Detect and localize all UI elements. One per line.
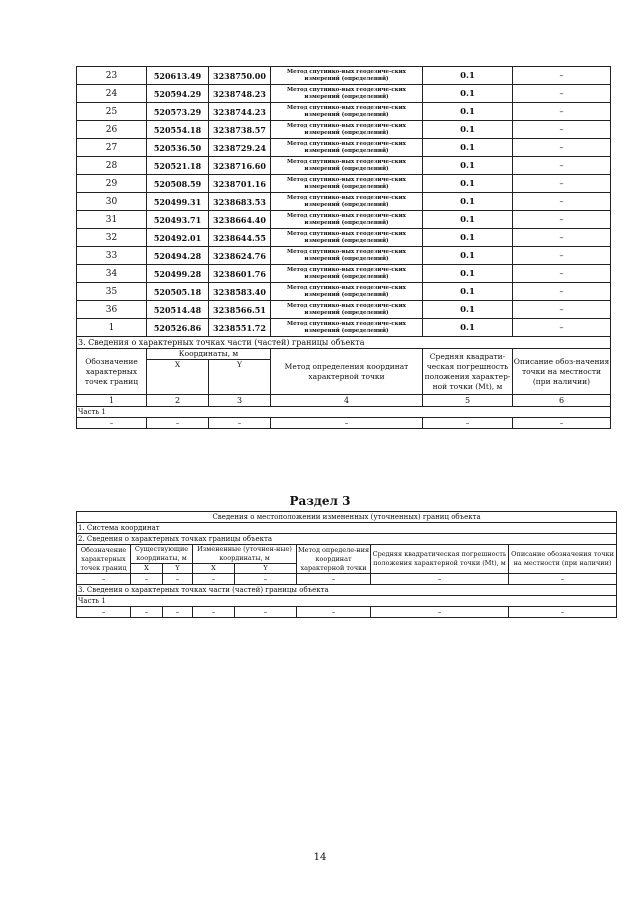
coord-x: 520494.28 — [147, 247, 209, 265]
dash-cell: – — [271, 418, 423, 429]
point-number: 36 — [77, 301, 147, 319]
point-number: 32 — [77, 229, 147, 247]
method-line: Метод спутнико-вых геодезиче-ских — [287, 194, 406, 201]
method-line: Метод спутнико-вых геодезиче-ских — [287, 176, 406, 183]
description-cell: – — [513, 229, 611, 247]
method-cell — [271, 157, 423, 175]
header-y-changed: Y — [235, 564, 297, 574]
part-label: Часть 1 — [77, 407, 611, 418]
method-line: Метод спутнико-вых геодезиче-ских — [287, 230, 406, 237]
accuracy-cell: 0.1 — [423, 211, 513, 229]
description-cell: – — [513, 175, 611, 193]
header-accuracy: Средняя квадратическая погрешность положения характерной точки (Mt), м — [371, 545, 509, 574]
coord-x: 520573.29 — [147, 103, 209, 121]
coord-y: 3238750.00 — [209, 67, 271, 85]
header-description: Описание обозначения точки на местности (при наличии) — [509, 545, 617, 574]
table-title: Сведения о местоположении измененных (уточненных) границ объекта — [77, 512, 617, 523]
changed-boundaries-table — [76, 511, 617, 618]
page-number: 14 — [313, 852, 327, 863]
method-cell — [271, 265, 423, 283]
coord-y: 3238566.51 — [209, 301, 271, 319]
method-line: Метод спутнико-вых геодезиче-ских — [287, 140, 406, 147]
method-line: измерений (определений) — [304, 327, 389, 334]
coord-y: 3238744.23 — [209, 103, 271, 121]
table-row — [77, 103, 611, 121]
method-cell — [271, 103, 423, 121]
column-index: 5 — [423, 395, 513, 407]
dash-cell: – — [235, 574, 297, 585]
description-cell: – — [513, 283, 611, 301]
method-line: Метод спутнико-вых геодезиче-ских — [287, 266, 406, 273]
header-y-existing: Y — [163, 564, 193, 574]
table-row — [77, 211, 611, 229]
description-cell: – — [513, 211, 611, 229]
method-line: измерений (определений) — [304, 201, 389, 208]
table-title-row — [77, 512, 617, 523]
dash-cell: – — [163, 607, 193, 618]
point-number: 34 — [77, 265, 147, 283]
dash-row — [77, 607, 617, 618]
description-cell: – — [513, 157, 611, 175]
dash-cell: – — [77, 418, 147, 429]
points-table — [76, 66, 611, 429]
coord-y: 3238701.16 — [209, 175, 271, 193]
point-number: 24 — [77, 85, 147, 103]
dash-cell: – — [297, 574, 371, 585]
dash-cell: – — [193, 574, 235, 585]
section3-title: 3. Сведения о характерных точках части (частей) границы объекта — [77, 337, 611, 349]
method-line: измерений (определений) — [304, 129, 389, 136]
coord-x: 520499.31 — [147, 193, 209, 211]
part-label: Часть 1 — [77, 596, 617, 607]
column-index: 3 — [209, 395, 271, 407]
method-cell — [271, 175, 423, 193]
method-line: измерений (определений) — [304, 255, 389, 262]
dash-row — [77, 418, 611, 429]
point-number: 28 — [77, 157, 147, 175]
dash-cell: – — [235, 607, 297, 618]
point-number: 26 — [77, 121, 147, 139]
table-row — [77, 247, 611, 265]
point-number: 30 — [77, 193, 147, 211]
header-point-designation: Обозначение характерных точек границ — [77, 545, 131, 574]
method-cell — [271, 85, 423, 103]
section3-row — [77, 585, 617, 596]
section2-row — [77, 534, 617, 545]
dash-cell: – — [147, 418, 209, 429]
coord-x: 520514.48 — [147, 301, 209, 319]
header-accuracy: Средняя квадрати-ческая погрешность положения характер-ной точки (Mt), м — [423, 349, 513, 395]
method-cell — [271, 193, 423, 211]
column-index: 1 — [77, 395, 147, 407]
description-cell: – — [513, 121, 611, 139]
header-description: Описание обоз-начения точки на местности (при наличии) — [513, 349, 611, 395]
dash-cell: – — [77, 607, 131, 618]
method-line: Метод спутнико-вых геодезиче-ских — [287, 68, 406, 75]
table-row — [77, 157, 611, 175]
table-row — [77, 175, 611, 193]
point-number: 35 — [77, 283, 147, 301]
description-cell: – — [513, 139, 611, 157]
section3-title: 3. Сведения о характерных точках части (частей) границы объекта — [77, 585, 617, 596]
method-line: Метод спутнико-вых геодезиче-ских — [287, 320, 406, 327]
header-method: Метод определения координат характерной точки — [271, 349, 423, 395]
method-line: измерений (определений) — [304, 291, 389, 298]
method-line: измерений (определений) — [304, 309, 389, 316]
coord-x: 520521.18 — [147, 157, 209, 175]
dash-row — [77, 574, 617, 585]
dash-cell: – — [209, 418, 271, 429]
accuracy-cell: 0.1 — [423, 301, 513, 319]
table-row — [77, 193, 611, 211]
part-row — [77, 407, 611, 418]
description-cell: – — [513, 103, 611, 121]
table-row — [77, 301, 611, 319]
coord-y: 3238644.55 — [209, 229, 271, 247]
method-line: Метод спутнико-вых геодезиче-ских — [287, 158, 406, 165]
method-line: измерений (определений) — [304, 183, 389, 190]
section-heading: Раздел 3 — [289, 494, 351, 508]
header-point-designation: Обозначение характерных точек границ — [77, 349, 147, 395]
method-line: измерений (определений) — [304, 219, 389, 226]
method-line: Метод спутнико-вых геодезиче-ских — [287, 212, 406, 219]
point-number: 23 — [77, 67, 147, 85]
description-cell: – — [513, 301, 611, 319]
description-cell: – — [513, 85, 611, 103]
method-line: измерений (определений) — [304, 273, 389, 280]
method-line: измерений (определений) — [304, 237, 389, 244]
coord-y: 3238601.76 — [209, 265, 271, 283]
method-line: измерений (определений) — [304, 93, 389, 100]
table-row — [77, 319, 611, 337]
dash-cell: – — [77, 574, 131, 585]
accuracy-cell: 0.1 — [423, 139, 513, 157]
table-row — [77, 67, 611, 85]
coord-x: 520613.49 — [147, 67, 209, 85]
accuracy-cell: 0.1 — [423, 283, 513, 301]
accuracy-cell: 0.1 — [423, 193, 513, 211]
point-number: 33 — [77, 247, 147, 265]
coord-y: 3238729.24 — [209, 139, 271, 157]
accuracy-cell: 0.1 — [423, 121, 513, 139]
dash-cell: – — [371, 574, 509, 585]
header-coordinates: Координаты, м — [147, 349, 271, 360]
section3-header-row — [77, 349, 611, 360]
method-line: Метод спутнико-вых геодезиче-ских — [287, 284, 406, 291]
column-index: 2 — [147, 395, 209, 407]
coord-y: 3238583.40 — [209, 283, 271, 301]
method-line: измерений (определений) — [304, 75, 389, 82]
dash-cell: – — [509, 607, 617, 618]
coordinate-system-label: 1. Система координат — [77, 523, 617, 534]
dash-cell: – — [513, 418, 611, 429]
method-line: Метод спутнико-вых геодезиче-ских — [287, 122, 406, 129]
accuracy-cell: 0.1 — [423, 265, 513, 283]
dash-cell: – — [193, 607, 235, 618]
table-row — [77, 229, 611, 247]
point-number: 25 — [77, 103, 147, 121]
table2-header-row — [77, 545, 617, 564]
part-row — [77, 596, 617, 607]
dash-cell: – — [131, 607, 163, 618]
coord-y: 3238683.53 — [209, 193, 271, 211]
coord-x: 520554.18 — [147, 121, 209, 139]
coordinate-system-row — [77, 523, 617, 534]
table-row — [77, 85, 611, 103]
coord-x: 520493.71 — [147, 211, 209, 229]
method-line: измерений (определений) — [304, 111, 389, 118]
description-cell: – — [513, 193, 611, 211]
point-number: 1 — [77, 319, 147, 337]
point-number: 29 — [77, 175, 147, 193]
method-line: Метод спутнико-вых геодезиче-ских — [287, 104, 406, 111]
coord-x: 520526.86 — [147, 319, 209, 337]
method-cell — [271, 229, 423, 247]
accuracy-cell: 0.1 — [423, 247, 513, 265]
column-index-row — [77, 395, 611, 407]
method-cell — [271, 247, 423, 265]
coord-y: 3238624.76 — [209, 247, 271, 265]
coord-x: 520508.59 — [147, 175, 209, 193]
section2-title: 2. Сведения о характерных точках границы объекта — [77, 534, 617, 545]
header-y: Y — [209, 360, 271, 395]
dash-cell: – — [131, 574, 163, 585]
coord-x: 520505.18 — [147, 283, 209, 301]
coord-y: 3238716.60 — [209, 157, 271, 175]
coord-y: 3238551.72 — [209, 319, 271, 337]
dash-cell: – — [423, 418, 513, 429]
description-cell: – — [513, 247, 611, 265]
accuracy-cell: 0.1 — [423, 229, 513, 247]
method-line: Метод спутнико-вых геодезиче-ских — [287, 248, 406, 255]
method-line: Метод спутнико-вых геодезиче-ских — [287, 302, 406, 309]
column-index: 6 — [513, 395, 611, 407]
table-row — [77, 139, 611, 157]
description-cell: – — [513, 265, 611, 283]
table-row — [77, 283, 611, 301]
method-cell — [271, 283, 423, 301]
header-x-changed: X — [193, 564, 235, 574]
dash-cell: – — [371, 607, 509, 618]
method-cell — [271, 67, 423, 85]
method-line: Метод спутнико-вых геодезиче-ских — [287, 86, 406, 93]
accuracy-cell: 0.1 — [423, 103, 513, 121]
table-row — [77, 121, 611, 139]
method-cell — [271, 319, 423, 337]
coord-y: 3238748.23 — [209, 85, 271, 103]
accuracy-cell: 0.1 — [423, 175, 513, 193]
accuracy-cell: 0.1 — [423, 85, 513, 103]
header-x: X — [147, 360, 209, 395]
point-number: 27 — [77, 139, 147, 157]
table-row — [77, 265, 611, 283]
description-cell: – — [513, 67, 611, 85]
accuracy-cell: 0.1 — [423, 67, 513, 85]
coord-x: 520492.01 — [147, 229, 209, 247]
method-line: измерений (определений) — [304, 165, 389, 172]
coord-x: 520536.50 — [147, 139, 209, 157]
coord-x: 520499.28 — [147, 265, 209, 283]
header-changed-coordinates: Измененные (уточнен-ные) координаты, м — [193, 545, 297, 564]
header-existing-coordinates: Существующие координаты, м — [131, 545, 193, 564]
point-number: 31 — [77, 211, 147, 229]
coord-y: 3238664.40 — [209, 211, 271, 229]
description-cell: – — [513, 319, 611, 337]
dash-cell: – — [297, 607, 371, 618]
coord-x: 520594.29 — [147, 85, 209, 103]
method-line: измерений (определений) — [304, 147, 389, 154]
accuracy-cell: 0.1 — [423, 319, 513, 337]
method-cell — [271, 121, 423, 139]
column-index: 4 — [271, 395, 423, 407]
section3-row — [77, 337, 611, 349]
method-cell — [271, 211, 423, 229]
accuracy-cell: 0.1 — [423, 157, 513, 175]
header-x-existing: X — [131, 564, 163, 574]
method-cell — [271, 301, 423, 319]
coord-y: 3238738.57 — [209, 121, 271, 139]
dash-cell: – — [509, 574, 617, 585]
dash-cell: – — [163, 574, 193, 585]
header-method: Метод определе-ния координат характерной точки — [297, 545, 370, 572]
method-cell — [271, 139, 423, 157]
